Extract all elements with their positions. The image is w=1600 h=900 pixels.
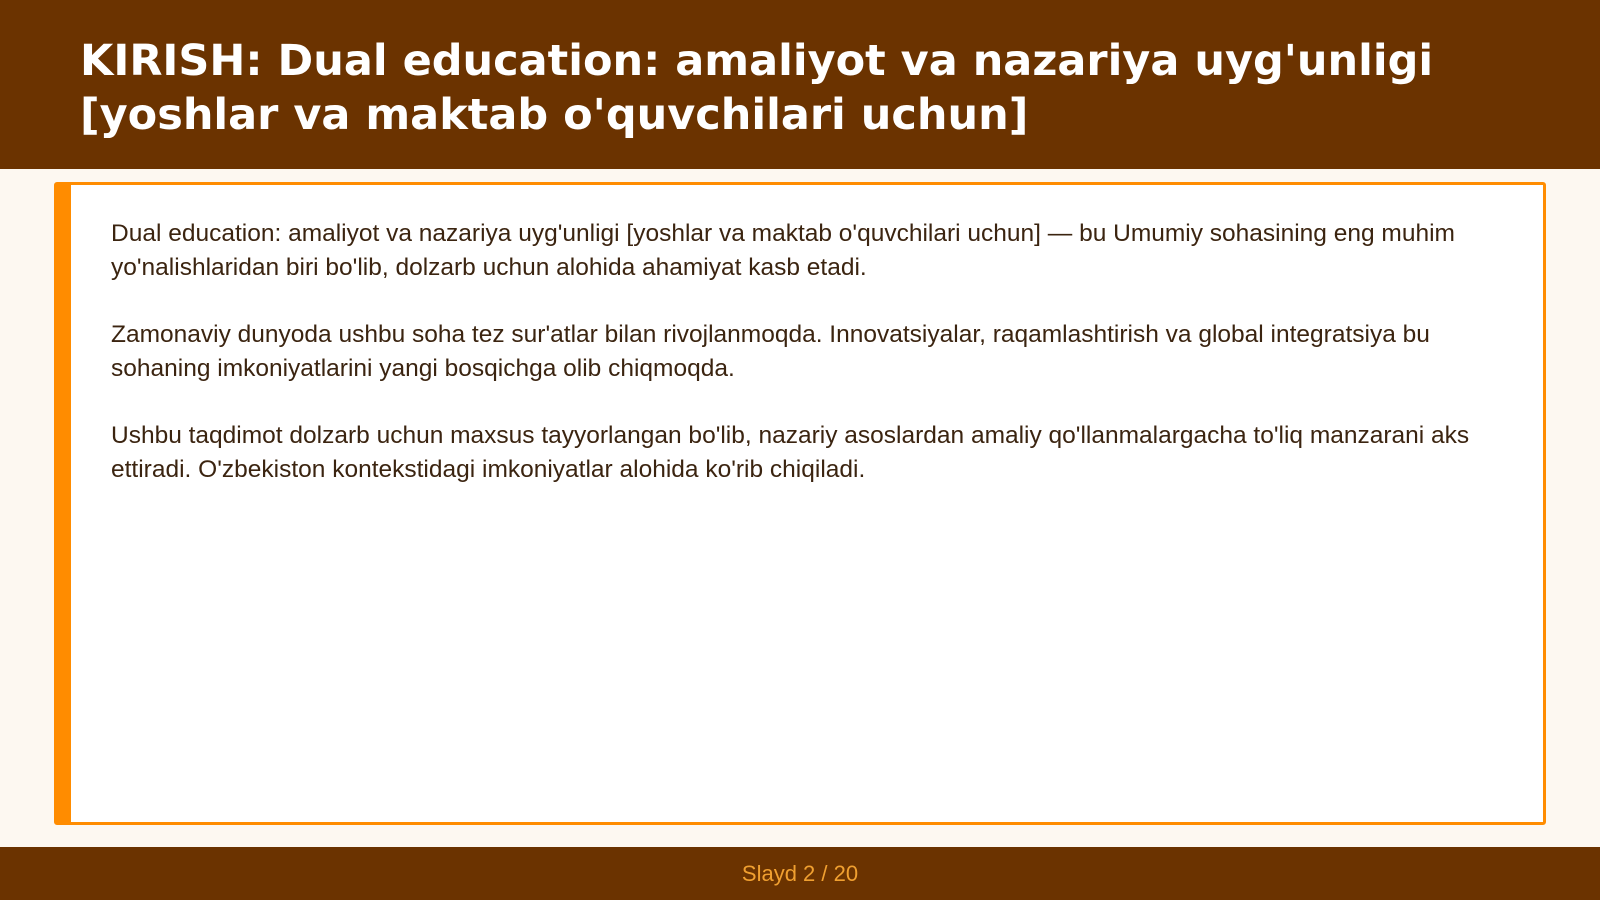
presentation-paragraph: Ushbu taqdimot dolzarb uchun maxsus tayyorlangan bo'lib, nazariy asoslardan amaliy qo'llanmalargacha to'liq manzarani aks ettiradi. O'zbekiston kontekstidagi imkoniyatlar alohida ko'rib chiqiladi. [111, 422, 1470, 483]
slide-counter: Slayd 2 / 20 [741, 860, 859, 886]
slide-title: KIRISH: Dual education: amaliyot va nazariya uyg'unligi [yoshlar va maktab o'quvchilari uchun] [80, 36, 1434, 140]
slide-header [0, 0, 1600, 169]
development-paragraph: Zamonaviy dunyoda ushbu soha tez sur'atlar bilan rivojlanmoqda. Innovatsiyalar, raqamlashtirish va global integratsiya bu sohaning imkoniyatlarini yangi bosqichga olib chiqmoqda. [111, 321, 1430, 382]
intro-paragraph: Dual education: amaliyot va nazariya uyg'unligi [yoshlar va maktab o'quvchilari uchun] — bu Umumiy sohasining eng muhim yo'nalishlaridan biri bo'lib, dolzarb uchun alohida ahamiyat kasb etadi. [111, 220, 1455, 281]
slide-footer [0, 847, 1600, 900]
content-card [54, 182, 1546, 825]
